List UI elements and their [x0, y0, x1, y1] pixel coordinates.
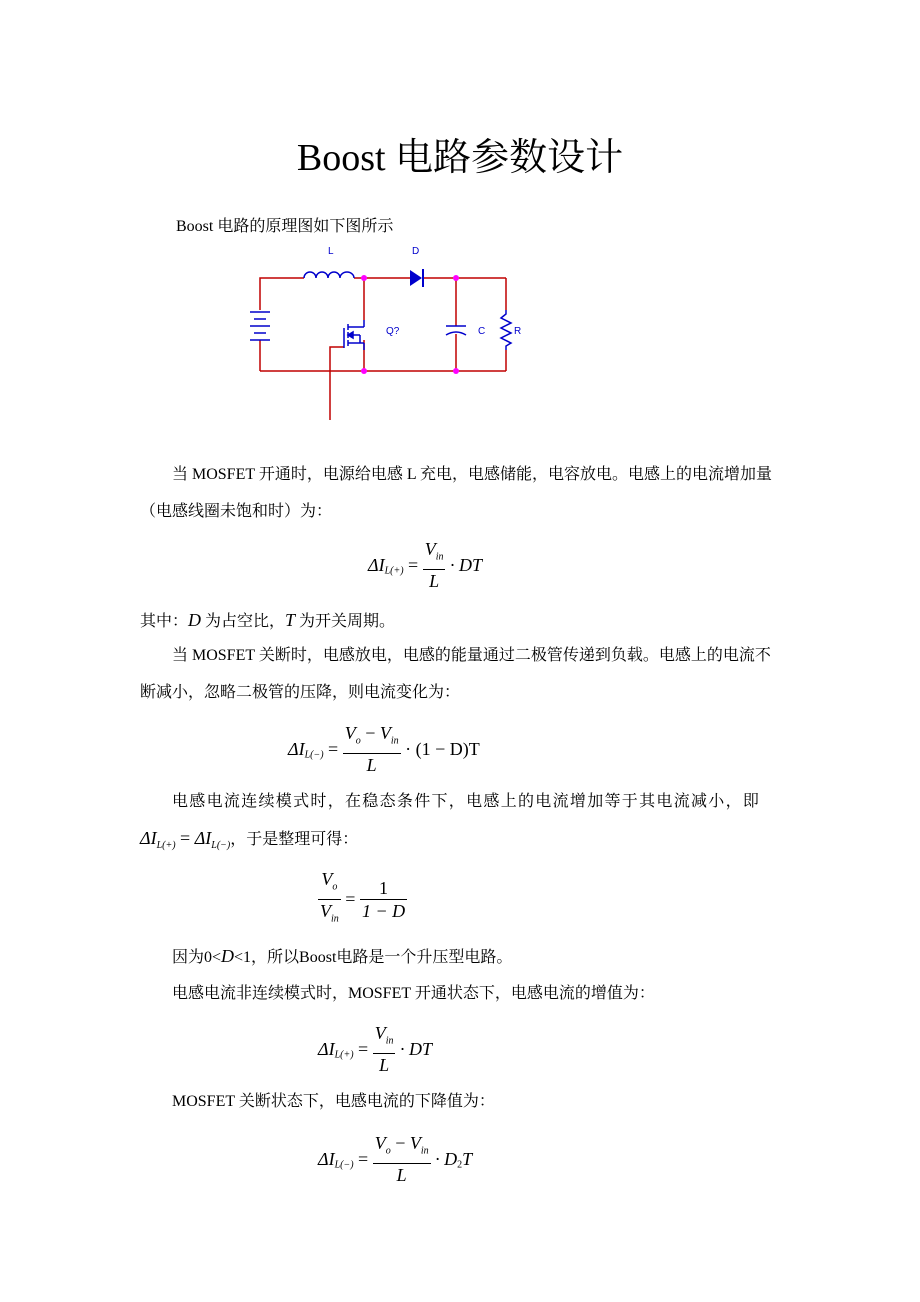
- equation-3: $\frac{V_o}{V_{in}}$ = $\frac{1}{1 - D}$: [320, 869, 406, 925]
- page-title: Boost 电路参数设计: [296, 137, 624, 179]
- label-D: D: [412, 246, 420, 257]
- paragraph-4-line-1: 电感电流连续模式时，在稳态条件下，电感上的电流增加等于其电流减小，即: [172, 793, 761, 810]
- resistor-symbol: [501, 310, 511, 350]
- battery-symbol: [250, 312, 270, 340]
- equation-2: $\Delta I_{L(-)}$ = $\frac{V_o - V_{in}}{L}$ · (1 − D)T: [288, 723, 480, 775]
- equation-5: $\Delta I_{L(-)}$ = $\frac{V_o - V_{in}}{L}$ · $D_2T$: [318, 1133, 473, 1185]
- label-L: L: [328, 246, 334, 257]
- paragraph-3-line-1: 当 MOSFET 关断时，电感放电，电感的能量通过二极管传递到负载。电感上的电流不: [172, 647, 771, 664]
- paragraph-7: MOSFET 关断状态下，电感电流的下降值为：: [172, 1093, 495, 1110]
- circuit-wires: [260, 278, 506, 420]
- boost-circuit-diagram: [240, 240, 530, 425]
- paragraph-1-line-1: 当 MOSFET 开通时，电源给电感 L 充电，电感储能，电容放电。电感上的电流增加量: [172, 466, 773, 483]
- equation-4: $\Delta I_{L(+)}$ = $\frac{V_{in}}{L}$ · DT: [318, 1023, 432, 1075]
- paragraph-5: 因为0<D<1，所以Boost电路是一个升压型电路。: [172, 946, 513, 966]
- paragraph-4-line-2: $\Delta I_{L(+)} = \Delta I_{L(-)}$，于是整理可得：: [140, 828, 359, 852]
- label-R: R: [514, 326, 522, 337]
- label-C: C: [478, 326, 486, 337]
- label-Q: Q?: [386, 326, 400, 337]
- diode-symbol: [410, 269, 423, 287]
- paragraph-6: 电感电流非连续模式时，MOSFET 开通状态下，电感电流的增值为：: [172, 985, 655, 1002]
- paragraph-1-line-2: （电感线圈未饱和时）为：: [140, 503, 333, 520]
- inductor-symbol: [304, 272, 354, 278]
- paragraph-3-line-2: 断减小，忽略二极管的压降，则电流变化为：: [140, 684, 461, 701]
- mosfet-symbol: [344, 320, 364, 350]
- equation-1: $\Delta I_{L(+)}$ = $\frac{V_{in}}{L}$ · DT: [368, 539, 482, 591]
- intro-text: Boost 电路的原理图如下图所示: [176, 218, 394, 235]
- paragraph-2: 其中：D 为占空比，T 为开关周期。: [140, 610, 396, 630]
- circuit-nodes: [361, 275, 459, 374]
- capacitor-symbol: [446, 326, 466, 335]
